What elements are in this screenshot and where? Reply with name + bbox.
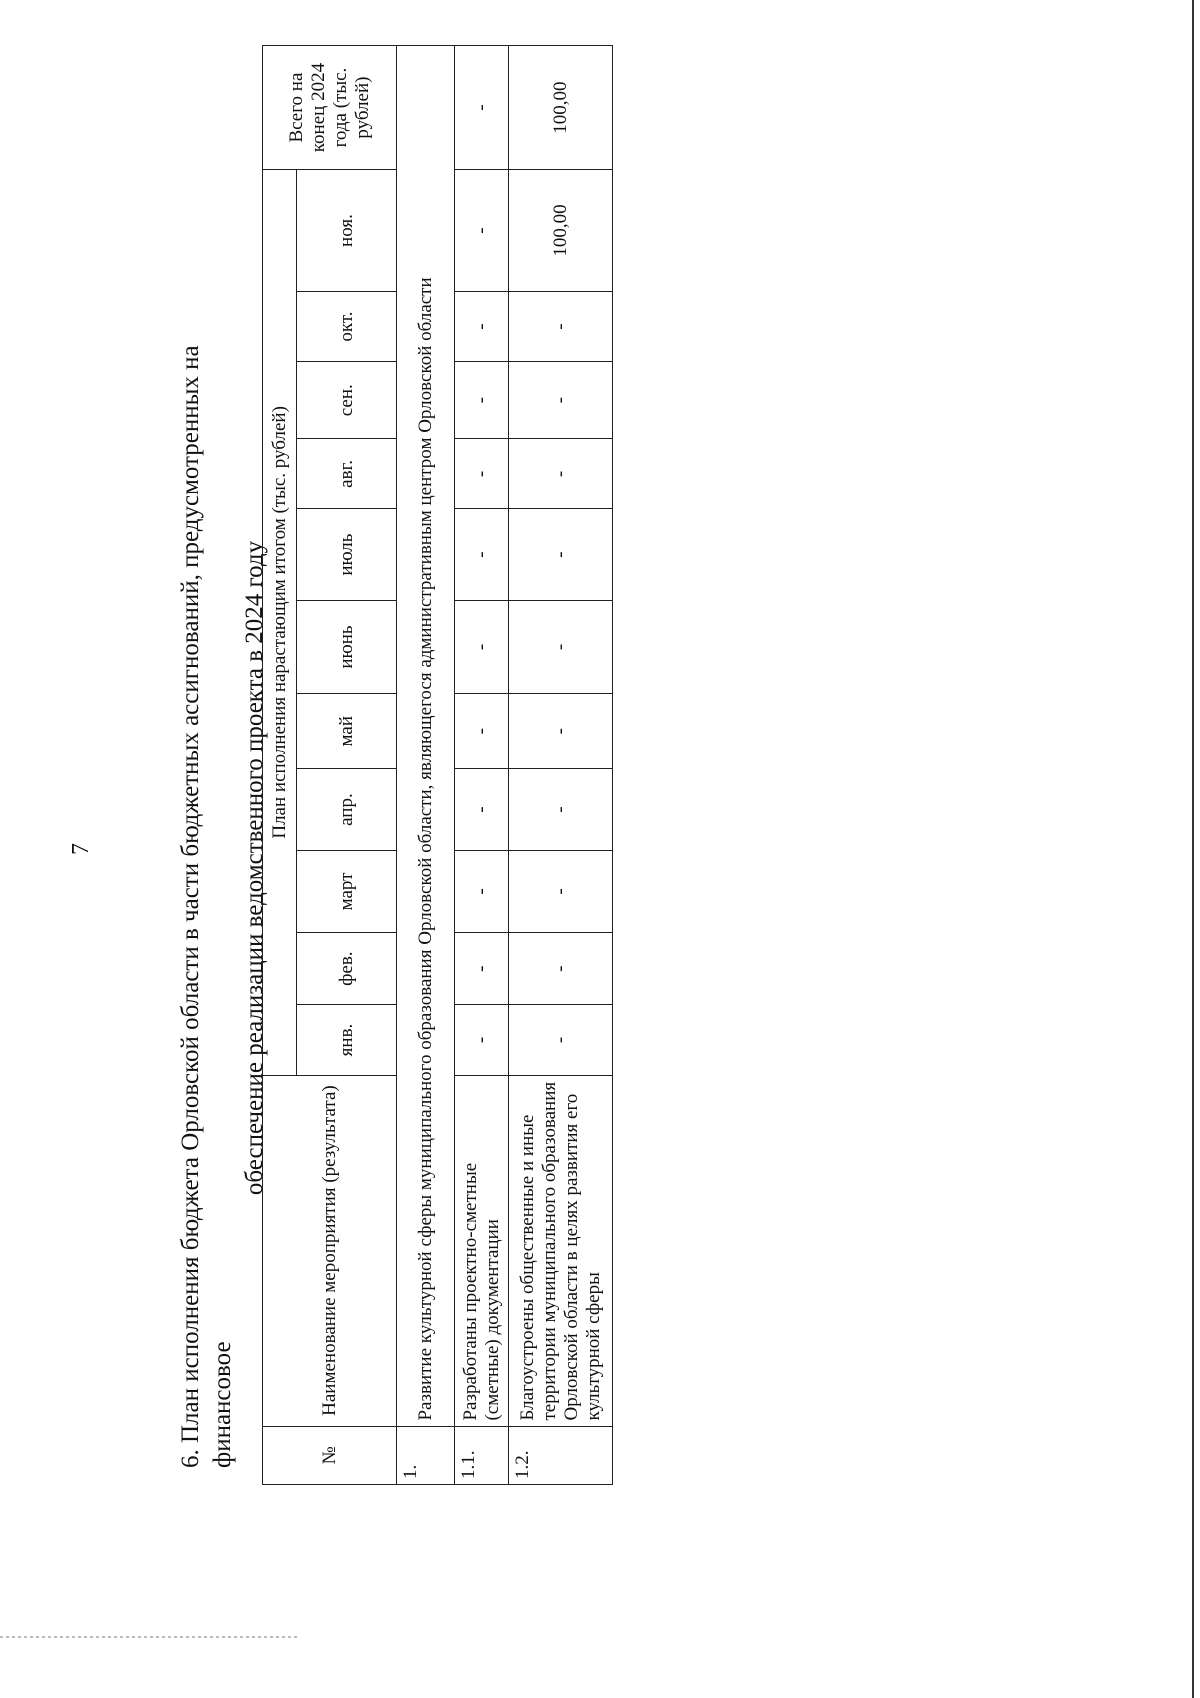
title-line-1: 6. План исполнения бюджета Орловской области в части бюджетных ассигнований, предусмотренных на финансовое [177,345,236,1468]
cell-value: - [455,1005,509,1075]
cell-value: - [455,439,509,509]
title-line-2: обеспечение реализации ведомственного проекта в 2024 году [241,540,268,1196]
cell-value: - [455,694,509,769]
cell-value: - [455,932,509,1005]
header-plan-group: План исполнения нарастающим итогом (тыс. рублей) [263,170,297,1075]
section-title: Развитие культурной сферы муниципального образования Орловской области, являющегося административным центром Орловской области [397,46,455,1427]
scan-noise-line [0,1636,300,1638]
header-month: май [297,694,397,769]
page-number: 7 [68,843,94,855]
header-month: янв. [297,1005,397,1075]
cell-value: - [509,851,613,933]
header-month: авг. [297,439,397,509]
header-month: фев. [297,932,397,1005]
cell-value: - [455,769,509,851]
cell-value: - [509,769,613,851]
row-name: Разработаны проектно-сметные (сметные) документации [455,1075,509,1426]
cell-value: - [509,694,613,769]
cell-value: - [455,291,509,361]
row-num: 1.2. [509,1426,613,1484]
document-title [175,268,271,1468]
header-name: Наименование мероприятия (результата) [263,1075,397,1426]
cell-value: - [455,851,509,933]
header-month: июль [297,509,397,600]
budget-plan-table [262,45,613,1485]
row-num: 1. [397,1426,455,1484]
scan-edge-line [1192,0,1194,1698]
cell-value: - [509,1005,613,1075]
table-row-section [397,46,455,1485]
table-row [509,46,613,1485]
table-row [455,46,509,1485]
cell-total: 100,00 [509,46,613,170]
header-month: март [297,851,397,933]
header-month: ноя. [297,170,397,292]
cell-value: - [455,362,509,439]
cell-value: - [509,439,613,509]
row-num: 1.1. [455,1426,509,1484]
header-month: апр. [297,769,397,851]
row-name: Благоустроены общественные и иные территории муниципального образования Орловской области в целях развития его культурной сферы [509,1075,613,1426]
cell-value: - [509,932,613,1005]
cell-total: - [455,46,509,170]
cell-value: - [509,291,613,361]
cell-value: - [509,362,613,439]
header-month: окт. [297,291,397,361]
cell-value: - [509,600,613,694]
cell-value: - [455,600,509,694]
header-month: июнь [297,600,397,694]
cell-value: - [509,509,613,600]
cell-value: - [455,170,509,292]
cell-value: 100,00 [509,170,613,292]
header-num: № [263,1426,397,1484]
cell-value: - [455,509,509,600]
header-month: сен. [297,362,397,439]
header-total: Всего на конец 2024 года (тыс. рублей) [263,46,397,170]
